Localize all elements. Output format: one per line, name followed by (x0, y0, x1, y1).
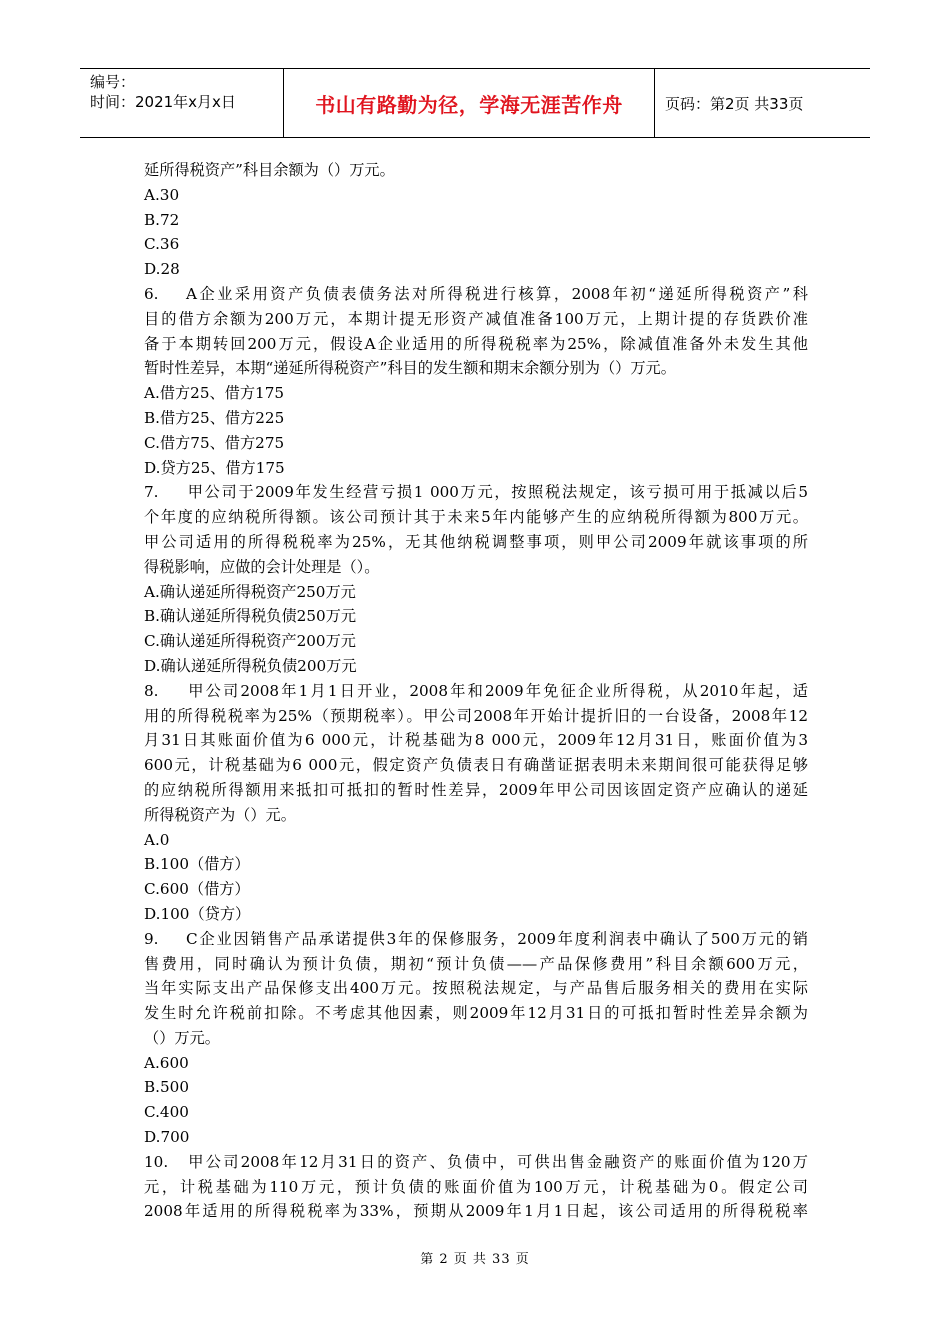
text-line (144, 704, 808, 729)
line-text: B.500 (144, 1078, 189, 1097)
page-footer: 第 2 页 共 33 页 (420, 1252, 530, 1267)
line-text: B.100（借方） (144, 855, 250, 874)
text-line (144, 976, 808, 1001)
question-number: 9. (144, 929, 159, 948)
line-text: B.确认递延所得税负债250万元 (144, 607, 357, 626)
line-text: A企业采用资产负债表债务法对所得税进行核算，2008年初“递延所得税资产”科 (186, 284, 808, 303)
text-line (144, 1100, 808, 1125)
text-line (144, 381, 808, 406)
text-line (144, 1001, 808, 1026)
text-line (144, 877, 808, 902)
line-text: 元，计税基础为110万元，预计负债的账面价值为100万元，计税基础为0。假定公司 (144, 1177, 808, 1196)
line-text: D.700 (144, 1128, 190, 1147)
line-text: B.借方25、借方225 (144, 408, 285, 427)
line-text: 甲公司2008年12月31日的资产、负债中，可供出售金融资产的账面价值为120万 (186, 1152, 808, 1171)
text-line (144, 505, 808, 530)
text-line (144, 580, 808, 605)
line-text: 暂时性差异，本期“递延所得税资产”科目的发生额和期末余额分别为（）万元。 (144, 359, 676, 378)
text-line (144, 1026, 808, 1051)
line-text: A.借方25、借方175 (144, 384, 285, 403)
line-text: 甲公司2008年1月1日开业，2008年和2009年免征企业所得税，从2010年起，适 (186, 681, 808, 700)
text-line (144, 852, 808, 877)
line-text: D.确认递延所得税负债200万元 (144, 656, 357, 675)
line-text: 2008年适用的所得税税率为33%，预期从2009年1月1日起，该公司适用的所得税税率 (144, 1202, 808, 1221)
text-line (144, 778, 808, 803)
text-line (144, 406, 808, 431)
line-text: C.36 (144, 235, 180, 254)
text-line (144, 952, 808, 977)
line-text: 目的借方余额为200万元，本期计提无形资产减值准备100万元，上期计提的存货跌价准 (144, 309, 808, 328)
line-text: 所得税资产为（）元。 (144, 805, 296, 824)
question-first-line (144, 282, 808, 307)
text-line (144, 1175, 808, 1200)
line-text: A.确认递延所得税资产250万元 (144, 582, 356, 601)
text-line (144, 232, 808, 257)
text-line (144, 208, 808, 233)
question-first-line (144, 927, 808, 952)
header-motto: 书山有路勤为径，学海无涯苦作舟 (283, 69, 655, 137)
question-number: 6. (144, 284, 159, 303)
line-text: C.借方75、借方275 (144, 433, 285, 452)
line-text: 延所得税资产”科目余额为（）万元。 (144, 161, 395, 179)
question-first-line (144, 679, 808, 704)
text-line (144, 431, 808, 456)
text-line (144, 257, 808, 282)
text-line (144, 183, 808, 208)
document-number-label: 编号： (90, 73, 136, 91)
text-line (144, 902, 808, 927)
text-line (144, 530, 808, 555)
text-line (144, 803, 808, 828)
line-text: 发生时允许税前扣除。不考虑其他因素，则2009年12月31日的可抵扣暂时性差异余额为 (144, 1004, 808, 1023)
header-page-info: 页码：第2页 共33页 (665, 94, 804, 113)
text-line (144, 728, 808, 753)
line-text: （）万元。 (144, 1028, 220, 1047)
line-text: A.30 (144, 185, 180, 204)
line-text: D.100（贷方） (144, 904, 251, 923)
header-meta (80, 69, 283, 137)
document-date-label: 时间：2021年x月x日 (90, 93, 236, 111)
line-text: D.贷方25、借方175 (144, 458, 285, 477)
line-text: 的应纳税所得额用来抵扣可抵扣的暂时性差异，2009年甲公司因该固定资产应确认的递延 (144, 780, 808, 799)
line-text: 售费用，同时确认为预计负债，期初“预计负债——产品保修费用”科目余额600万元， (144, 954, 808, 973)
text-line (144, 456, 808, 481)
text-line (144, 1199, 808, 1224)
page-header (80, 68, 870, 138)
text-line (144, 828, 808, 853)
line-text: C.600（借方） (144, 880, 250, 899)
text-line (144, 629, 808, 654)
line-text: 月31日其账面价值为6 000元，计税基础为8 000元，2009年12月31日，账面价值为3 (144, 731, 808, 750)
text-line (144, 1125, 808, 1150)
line-text: B.72 (144, 210, 180, 229)
line-text: D.28 (144, 260, 180, 279)
line-text: 用的所得税税率为25%（预期税率）。甲公司2008年开始计提折旧的一台设备，2008年12 (144, 706, 808, 725)
text-line (144, 555, 808, 580)
line-text: 当年实际支出产品保修支出400万元。按照税法规定，与产品售后服务相关的费用在实际 (144, 979, 808, 998)
text-line (144, 332, 808, 357)
question-number: 10. (144, 1152, 169, 1171)
text-line (144, 654, 808, 679)
line-text: A.600 (144, 1053, 189, 1072)
line-text: A.0 (144, 830, 170, 849)
text-line (144, 158, 808, 183)
line-text: 个年度的应纳税所得额。该公司预计其于未来5年内能够产生的应纳税所得额为800万元。 (144, 508, 808, 527)
line-text: C企业因销售产品承诺提供3年的保修服务，2009年度利润表中确认了500万元的销 (186, 929, 808, 948)
line-text: 得税影响，应做的会计处理是（）。 (144, 557, 380, 576)
text-line (144, 753, 808, 778)
text-line (144, 1051, 808, 1076)
question-first-line (144, 480, 808, 505)
text-line (144, 307, 808, 332)
question-number: 7. (144, 483, 159, 502)
question-number: 8. (144, 681, 159, 700)
text-line (144, 604, 808, 629)
document-body (144, 158, 808, 1224)
question-first-line (144, 1150, 808, 1175)
line-text: 甲公司于2009年发生经营亏损1 000万元，按照税法规定，该亏损可用于抵减以后5 (186, 483, 808, 502)
line-text: 甲公司适用的所得税税率为25%，无其他纳税调整事项，则甲公司2009年就该事项的所 (144, 532, 808, 551)
line-text: 600元，计税基础为6 000元，假定资产负债表日有确凿证据表明未来期间很可能获得足够 (144, 756, 808, 775)
line-text: 备于本期转回200万元，假设A企业适用的所得税税率为25%，除减值准备外未发生其他 (144, 334, 808, 353)
line-text: C.400 (144, 1103, 189, 1122)
text-line (144, 356, 808, 381)
line-text: C.确认递延所得税资产200万元 (144, 632, 356, 651)
text-line (144, 1075, 808, 1100)
